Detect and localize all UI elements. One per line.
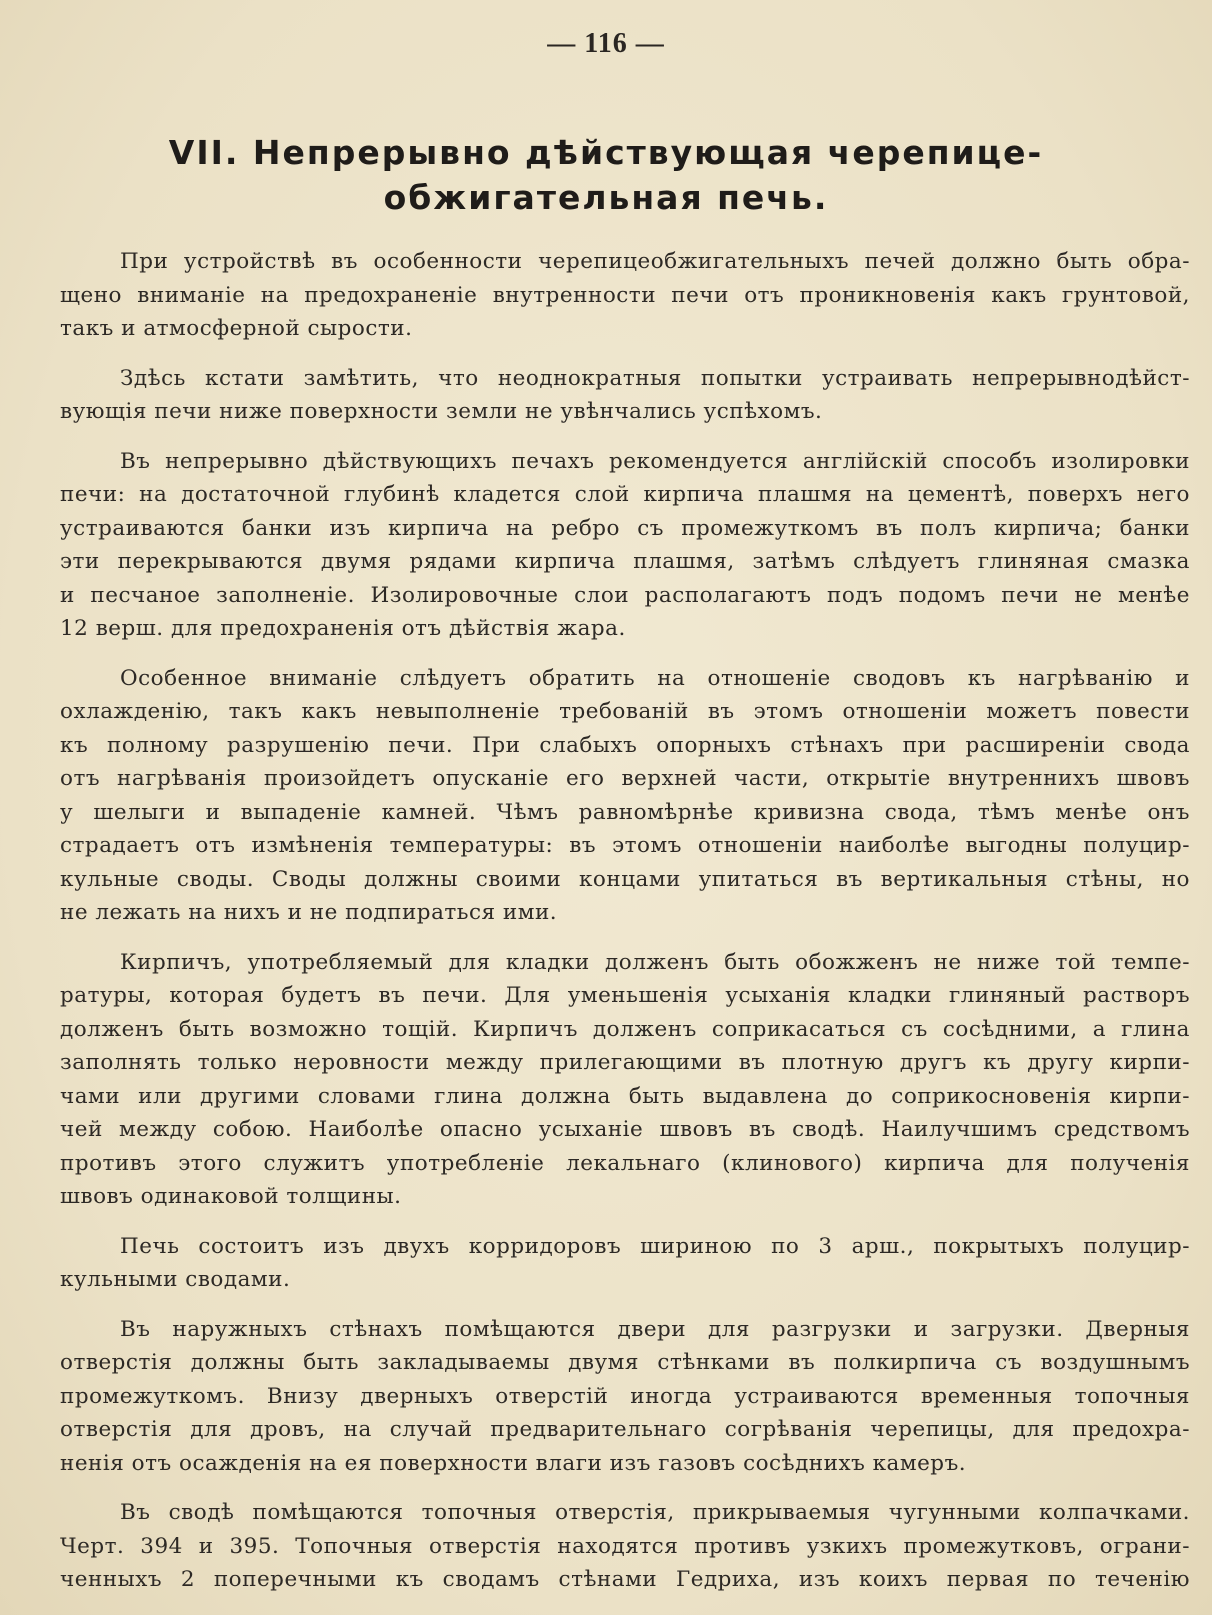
text-line: отверстія для дровъ, на случай предварительнаго согрѣванія черепицы, для предохра- xyxy=(60,1417,1190,1442)
text-line: При устройствѣ въ особенности черепицеобжигательныхъ печей должно быть обра- xyxy=(120,249,1190,274)
text-line: Черт. 394 и 395. Топочныя отверстія находятся противъ узкихъ промежутковъ, ограни- xyxy=(60,1533,1190,1559)
text-line: отъ нагрѣванія произойдетъ опусканіе его верхней части, открытіе внутреннихъ швовъ xyxy=(60,766,1190,791)
text-line: отверстія должны быть закладываемы двумя стѣнками въ полкирпича съ воздушнымъ xyxy=(60,1350,1190,1375)
chapter-heading xyxy=(70,130,1142,220)
body-text xyxy=(60,245,1190,1613)
chapter-heading-line-2: обжигательная печь. xyxy=(383,178,829,217)
text-line: Въ непрерывно дѣйствующихъ печахъ рекомендуется англійскій способъ изолировки xyxy=(120,448,1190,474)
text-line: долженъ быть возможно тощій. Кирпичъ долженъ соприкасаться съ сосѣдними, а глина xyxy=(60,1016,1190,1042)
text-line: 12 верш. для предохраненія отъ дѣйствія жара. xyxy=(60,616,626,641)
paragraph xyxy=(60,362,1190,429)
paragraph xyxy=(60,946,1190,1214)
text-line: Печь состоитъ изъ двухъ корридоровъ шириною по 3 арш., покрытыхъ полуцир- xyxy=(120,1233,1190,1259)
paragraph xyxy=(60,1496,1190,1597)
chapter-heading-line-1: VII. Непрерывно дѣйствующая черепице- xyxy=(168,133,1044,172)
text-line: чей между собою. Наиболѣе опасно усыханіе швовъ въ сводѣ. Наилучшимъ средствомъ xyxy=(60,1117,1190,1142)
page-number: — 116 — xyxy=(547,28,665,59)
text-line: ратуры, которая будетъ въ печи. Для уменьшенія усыханія кладки глиняный растворъ xyxy=(60,983,1190,1008)
text-line: Кирпичъ, употребляемый для кладки долженъ быть обожженъ не ниже той темпе- xyxy=(120,949,1190,975)
text-line: промежуткомъ. Внизу дверныхъ отверстій иногда устраиваются временныя топочныя xyxy=(60,1383,1190,1409)
text-line: ченныхъ 2 поперечными къ сводамъ стѣнами Гедриха, изъ коихъ первая по теченію xyxy=(60,1567,1190,1592)
text-line: устраиваются банки изъ кирпича на ребро съ промежуткомъ въ полъ кирпича; банки xyxy=(60,515,1190,541)
text-line: охлажденію, такъ какъ невыполненіе требованій въ этомъ отношеніи можетъ повести xyxy=(60,699,1190,724)
text-line: не лежать на нихъ и не подпираться ими. xyxy=(60,900,558,925)
text-line: кульными сводами. xyxy=(60,1267,291,1292)
paragraph xyxy=(60,445,1190,646)
paragraph xyxy=(60,1313,1190,1481)
text-line: и песчаное заполненіе. Изолировочные слои располагаютъ подъ подомъ печи не менѣе xyxy=(60,582,1190,608)
text-line: у шелыги и выпаденіе камней. Чѣмъ равномѣрнѣе кривизна свода, тѣмъ менѣе онъ xyxy=(60,799,1190,825)
text-line: швовъ одинаковой толщины. xyxy=(60,1184,402,1209)
paragraph xyxy=(60,662,1190,930)
text-line: такъ и атмосферной сырости. xyxy=(60,316,413,341)
text-line: Здѣсь кстати замѣтить, что неоднократныя попытки устраивать непрерывнодѣйст- xyxy=(120,365,1190,391)
text-line: къ полному разрушенію печи. При слабыхъ опорныхъ стѣнахъ при расширеніи свода xyxy=(60,732,1190,758)
text-line: печи: на достаточной глубинѣ кладется слой кирпича плашмя на цементѣ, поверхъ него xyxy=(60,482,1190,507)
text-line: чами или другими словами глина должна быть выдавлена до соприкосновенія кирпи- xyxy=(60,1083,1190,1109)
text-line: ненія отъ осажденія на ея поверхности влаги изъ газовъ сосѣднихъ камеръ. xyxy=(60,1450,967,1476)
paragraph xyxy=(60,245,1190,346)
text-line: кульные своды. Своды должны своими концами упитаться въ вертикальныя стѣны, но xyxy=(60,866,1190,892)
text-line: противъ этого служитъ употребленіе лекальнаго (клинового) кирпича для полученія xyxy=(60,1150,1190,1176)
text-line: Особенное вниманіе слѣдуетъ обратить на отношеніе сводовъ къ нагрѣванію и xyxy=(120,665,1190,691)
text-line: страдаетъ отъ измѣненія температуры: въ этомъ отношеніи наиболѣе выгодны полуцир- xyxy=(60,833,1190,858)
text-line: эти перекрываются двумя рядами кирпича плашмя, затѣмъ слѣдуетъ глиняная смазка xyxy=(60,549,1190,574)
text-line: щено вниманіе на предохраненіе внутренности печи отъ проникновенія какъ грунтовой, xyxy=(60,282,1190,308)
text-line: вующія печи ниже поверхности земли не увѣнчались успѣхомъ. xyxy=(60,399,823,424)
text-line: Въ сводѣ помѣщаются топочныя отверстія, прикрываемыя чугунными колпачками. xyxy=(120,1500,1190,1525)
text-line: Въ наружныхъ стѣнахъ помѣщаются двери для разгрузки и загрузки. Дверныя xyxy=(120,1316,1190,1342)
text-line: заполнять только неровности между прилегающими въ плотную другъ къ другу кирпи- xyxy=(60,1050,1190,1075)
paragraph xyxy=(60,1230,1190,1297)
